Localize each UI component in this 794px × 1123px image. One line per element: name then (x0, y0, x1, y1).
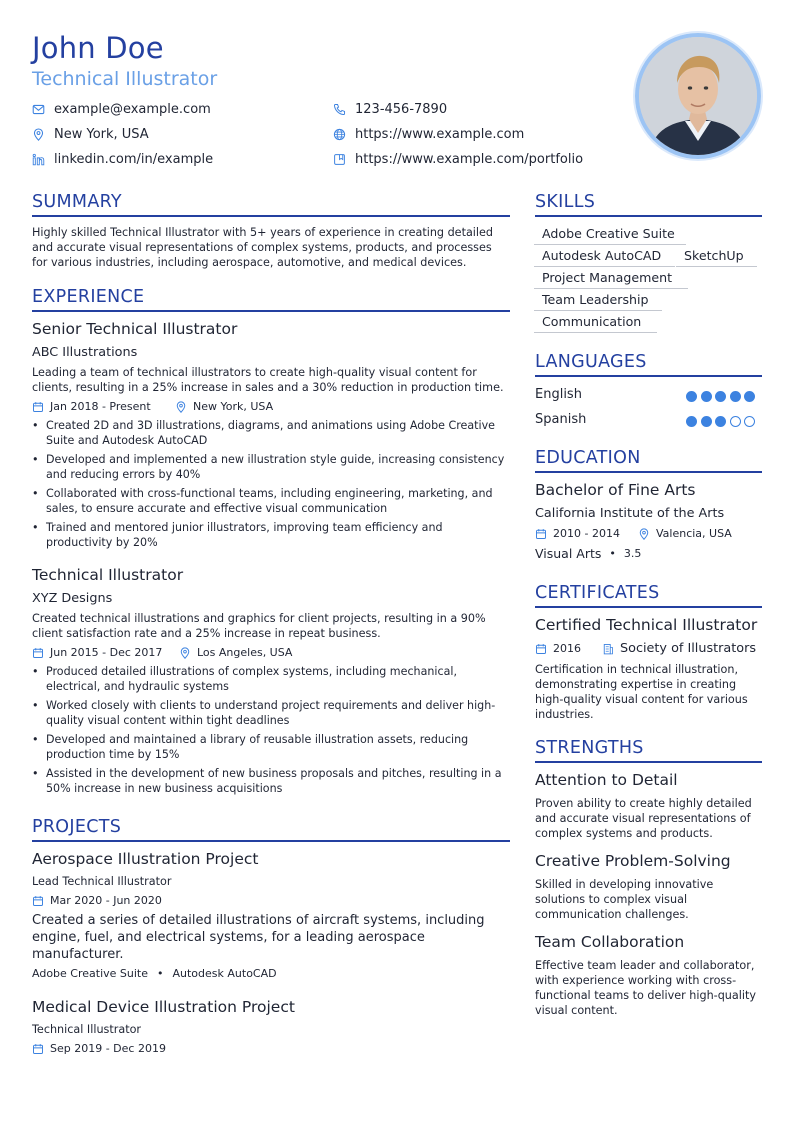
project-title: Aerospace Illustration Project (32, 850, 259, 868)
job-company: ABC Illustrations (32, 345, 138, 360)
location-pin-icon (179, 647, 191, 659)
summary-heading: SUMMARY (32, 192, 122, 212)
job-bullet: • Produced detailed illustrations of complex systems, including mechanical, electrical, and hydraulic systems (32, 664, 510, 694)
strengths-rule (535, 761, 762, 763)
language-name: English (535, 387, 582, 402)
certificate-description: Certification in technical illustration, demonstrating expertise in creating high-quality visual content for various industries. (535, 663, 748, 721)
level-dot-filled (744, 391, 755, 402)
projects-heading: PROJECTS (32, 817, 122, 837)
language-level-dots (686, 416, 759, 427)
profile-photo-illustration (639, 37, 757, 155)
certificates-heading: CERTIFICATES (535, 583, 660, 603)
portfolio-icon (333, 153, 346, 166)
candidate-name: John Doe (32, 31, 164, 65)
contact-phone-text: 123-456-7890 (355, 102, 448, 117)
education-heading: EDUCATION (535, 448, 641, 468)
linkedin-icon (32, 153, 45, 166)
education-field-gpa: Visual Arts • 3.5 (535, 546, 642, 561)
skill-tag: Communication (534, 314, 657, 333)
location-pin-icon (638, 528, 650, 540)
skill-tag: SketchUp (676, 248, 757, 267)
strength-description: Effective team leader and collaborator, with experience working with cross- functional teams to deliver high-quality visual content. (535, 959, 756, 1017)
summary-text: Highly skilled Technical Illustrator with 5+ years of experience in creating detailed and accurate visual representations of complex systems, products, and processes for various industries, including aerospace, automotive, and medical devices. (32, 226, 494, 269)
education-location: Valencia, USA (638, 527, 732, 540)
project-dates: Sep 2019 - Dec 2019 (32, 1042, 166, 1055)
certificate-year: 2016 (535, 642, 581, 655)
phone-icon (333, 103, 346, 116)
calendar-icon (535, 643, 547, 655)
job-bullet: • Collaborated with cross-functional teams, including engineering, marketing, and sales, to ensure accurate and effective visual communication (32, 486, 510, 516)
strength-title: Team Collaboration (535, 933, 685, 951)
project-role: Technical Illustrator (32, 1023, 142, 1036)
languages-heading: LANGUAGES (535, 352, 647, 372)
project-role: Lead Technical Illustrator (32, 875, 172, 888)
contact-website-text: https://www.example.com (355, 127, 525, 142)
level-dot-filled (715, 391, 726, 402)
education-rule (535, 471, 762, 473)
job-title: Senior Technical Illustrator (32, 320, 238, 338)
experience-rule (32, 310, 510, 312)
language-level-dots (686, 391, 759, 402)
calendar-icon (32, 401, 44, 413)
contact-email-text: example@example.com (54, 102, 211, 117)
education-dates: 2010 - 2014 (535, 527, 620, 540)
contact-linkedin-text: linkedin.com/in/example (54, 152, 214, 167)
email-icon (32, 103, 45, 116)
strengths-heading: STRENGTHS (535, 738, 644, 758)
job-dates: Jan 2018 - Present (32, 400, 151, 413)
skill-tag: Team Leadership (534, 292, 662, 311)
contact-linkedin[interactable] (32, 152, 213, 167)
contact-phone[interactable] (333, 102, 447, 117)
job-bullet: • Developed and implemented a new illustration style guide, increasing consistency and reducing errors by 40% (32, 452, 510, 482)
projects-rule (32, 840, 510, 842)
job-bullet: • Assisted in the development of new business proposals and pitches, resulting in a 50% increase in new business acquisitions (32, 766, 510, 796)
job-bullet: • Developed and maintained a library of reusable illustration assets, reducing production time by 15% (32, 732, 510, 762)
strength-description: Skilled in developing innovative solutions to complex visual communication challenges. (535, 878, 714, 921)
level-dot-empty (744, 416, 755, 427)
project-title: Medical Device Illustration Project (32, 998, 295, 1016)
project-description: Created a series of detailed illustrations of aircraft systems, including engine, fuel, and electrical systems, for a leading aerospace manufacturer. (32, 913, 485, 962)
globe-icon (333, 128, 346, 141)
job-title: Technical Illustrator (32, 566, 184, 584)
project-tools: Adobe Creative Suite • Autodesk AutoCAD (32, 967, 277, 980)
level-dot-filled (701, 416, 712, 427)
job-bullet: • Trained and mentored junior illustrators, improving team efficiency and productivity by 20% (32, 520, 510, 550)
skill-tag: Autodesk AutoCAD (534, 248, 675, 267)
language-name: Spanish (535, 412, 587, 427)
contact-email[interactable] (32, 102, 211, 117)
calendar-icon (535, 528, 547, 540)
contact-website[interactable] (333, 127, 524, 142)
contact-portfolio-text: https://www.example.com/portfolio (355, 152, 584, 167)
education-degree: Bachelor of Fine Arts (535, 481, 696, 499)
summary-rule (32, 215, 510, 217)
location-pin-icon (175, 401, 187, 413)
building-icon (602, 643, 614, 655)
candidate-title: Technical Illustrator (32, 68, 218, 90)
job-bullet: • Worked closely with clients to understand project requirements and deliver high- quality visual content within tight deadlines (32, 698, 510, 728)
level-dot-empty (730, 416, 741, 427)
strength-title: Creative Problem-Solving (535, 852, 731, 870)
job-location: Los Angeles, USA (179, 646, 292, 659)
languages-rule (535, 375, 762, 377)
contact-location-text: New York, USA (54, 127, 149, 142)
job-bullet: • Created 2D and 3D illustrations, diagrams, and animations using Adobe Creative Suite and Autodesk AutoCAD (32, 418, 510, 448)
job-location: New York, USA (175, 400, 273, 413)
project-dates: Mar 2020 - Jun 2020 (32, 894, 162, 907)
location-pin-icon (32, 128, 45, 141)
job-dates: Jun 2015 - Dec 2017 (32, 646, 162, 659)
calendar-icon (32, 895, 44, 907)
calendar-icon (32, 647, 44, 659)
contact-location (32, 127, 149, 142)
profile-photo (635, 33, 761, 159)
level-dot-filled (686, 391, 697, 402)
certificate-issuer: Society of Illustrators (602, 641, 756, 656)
certificates-rule (535, 606, 762, 608)
experience-heading: EXPERIENCE (32, 287, 145, 307)
job-description: Created technical illustrations and graphics for client projects, resulting in a 90% client satisfaction rate and a 25% increase in repeat business. (32, 612, 486, 640)
strength-description: Proven ability to create highly detailed and accurate visual representations of complex systems and products. (535, 797, 752, 840)
level-dot-filled (715, 416, 726, 427)
job-description: Leading a team of technical illustrators to create high-quality visual content for clients, resulting in a 25% increase in sales and a 30% reduction in production time. (32, 366, 504, 394)
level-dot-filled (730, 391, 741, 402)
calendar-icon (32, 1043, 44, 1055)
certificate-title: Certified Technical Illustrator (535, 616, 758, 634)
level-dot-filled (701, 391, 712, 402)
contact-portfolio[interactable] (333, 152, 583, 167)
skills-rule (535, 215, 762, 217)
education-school: California Institute of the Arts (535, 506, 725, 521)
skills-heading: SKILLS (535, 192, 596, 212)
job-company: XYZ Designs (32, 591, 113, 606)
skill-tag: Project Management (534, 270, 688, 289)
strength-title: Attention to Detail (535, 771, 678, 789)
skill-tag: Adobe Creative Suite (534, 226, 686, 245)
level-dot-filled (686, 416, 697, 427)
